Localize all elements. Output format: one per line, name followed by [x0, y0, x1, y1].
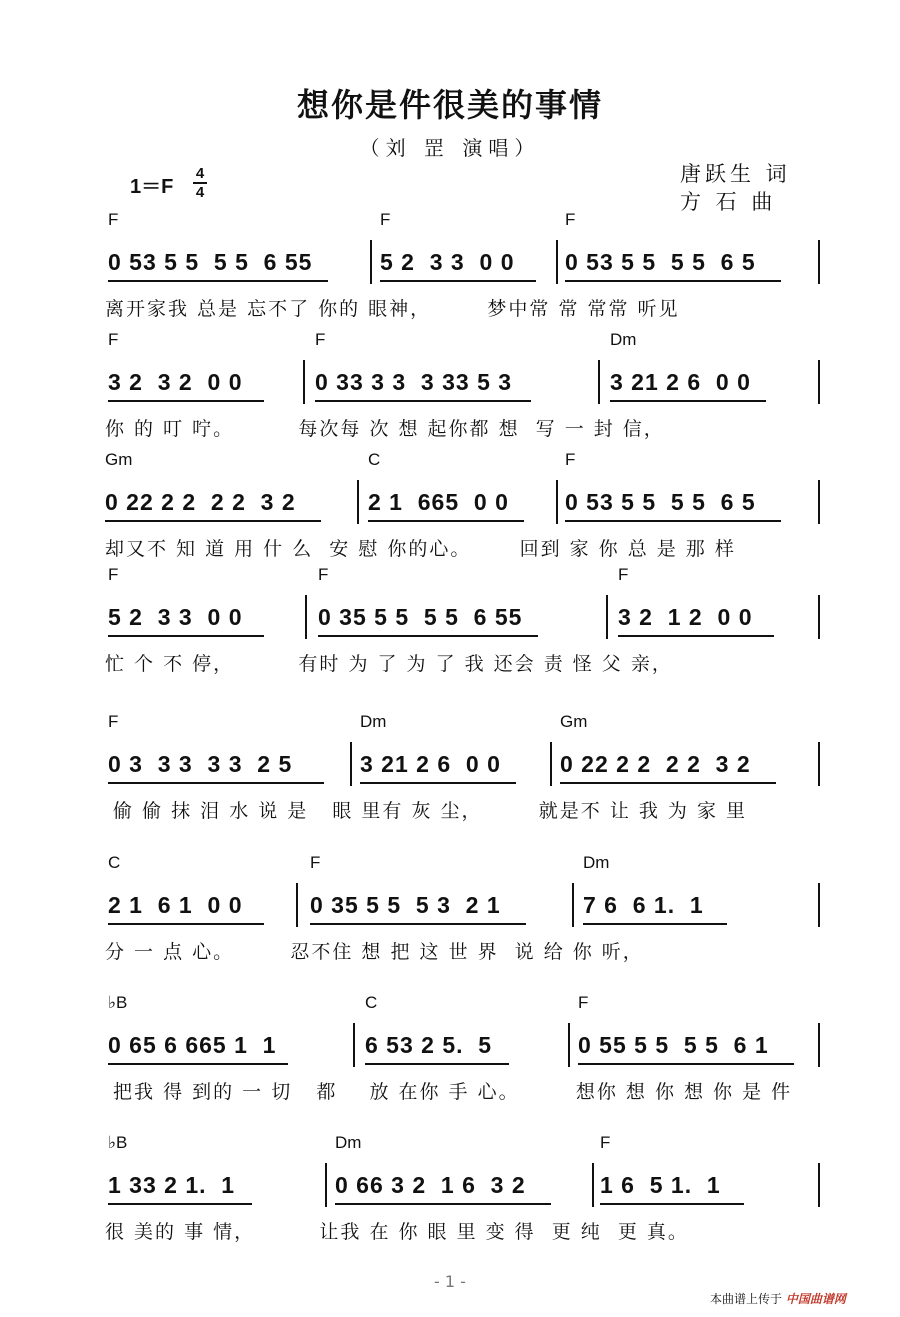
- chord-symbol: Dm: [583, 853, 610, 872]
- score-system: [0, 993, 900, 1123]
- measure-notes: 0 33 3 3 3 33 5 3: [315, 369, 513, 395]
- measure-notes: 0 35 5 5 5 5 6 55: [318, 604, 523, 630]
- measure-notes: 2 1 665 0 0: [368, 489, 509, 515]
- measure-notes: 0 65 6 665 1 1: [108, 1032, 277, 1058]
- beat-underline: [105, 520, 321, 522]
- barline: [370, 240, 372, 284]
- barline: [357, 480, 359, 524]
- measure-notes: 0 3 3 3 3 3 2 5: [108, 751, 293, 777]
- chord-symbol: F: [315, 330, 326, 349]
- barline: [818, 1163, 820, 1207]
- key-signature: 1＝F: [130, 176, 174, 198]
- beat-underline: [108, 923, 264, 925]
- beat-underline: [380, 280, 536, 282]
- score-system: [0, 853, 900, 983]
- chord-symbol: ♭B: [108, 993, 128, 1012]
- beat-underline: [318, 635, 538, 637]
- chord-symbol: C: [365, 993, 378, 1012]
- measure-notes: 0 22 2 2 2 2 3 2: [560, 751, 751, 777]
- lyric-line: 分 一 点 心。 忍不住 想 把 这 世 界 说 给 你 听，: [105, 941, 644, 963]
- measure-notes: 3 21 2 6 0 0: [610, 369, 751, 395]
- chord-symbol: F: [108, 330, 119, 349]
- beat-underline: [108, 1063, 288, 1065]
- barline: [550, 742, 552, 786]
- barline: [606, 595, 608, 639]
- chord-symbol: F: [565, 210, 576, 229]
- barline: [818, 742, 820, 786]
- chord-symbol: Dm: [360, 712, 387, 731]
- lyric-line: 你 的 叮 咛。 每次每 次 想 起你都 想 写 一 封 信，: [105, 418, 665, 440]
- barline: [303, 360, 305, 404]
- lyric-line: 却又不 知 道 用 什 么 安 慰 你的心。 回到 家 你 总 是 那 样: [105, 538, 736, 560]
- barline: [818, 1023, 820, 1067]
- lyric-line: 把我 得 到的 一 切 都 放 在你 手 心。 想你 想 你 想 你 是 件: [105, 1081, 793, 1103]
- beat-underline: [600, 1203, 744, 1205]
- chord-symbol: F: [600, 1133, 611, 1152]
- chord-symbol: F: [380, 210, 391, 229]
- lyric-line: 忙 个 不 停， 有时 为 了 为 了 我 还会 责 怪 父 亲，: [105, 653, 673, 675]
- measure-notes: 3 21 2 6 0 0: [360, 751, 501, 777]
- measure-notes: 0 53 5 5 5 5 6 5: [565, 489, 756, 515]
- measure-notes: 1 33 2 1. 1: [108, 1172, 236, 1198]
- barline: [556, 240, 558, 284]
- lyric-line: 离开家我 总是 忘不了 你的 眼神， 梦中常 常 常常 听见: [105, 298, 680, 320]
- chord-symbol: F: [318, 565, 329, 584]
- measure-notes: 0 55 5 5 5 5 6 1: [578, 1032, 769, 1058]
- measure-notes: 5 2 3 3 0 0: [108, 604, 243, 630]
- beat-underline: [560, 782, 776, 784]
- site-logo: 中国曲谱网: [785, 1292, 846, 1306]
- score-system: [0, 712, 900, 842]
- barline: [818, 480, 820, 524]
- barline: [572, 883, 574, 927]
- chord-symbol: F: [310, 853, 321, 872]
- lyricist-credit: 唐跃生 词: [680, 162, 791, 186]
- chord-symbol: F: [108, 210, 119, 229]
- beat-underline: [108, 1203, 252, 1205]
- barline: [305, 595, 307, 639]
- barline: [818, 883, 820, 927]
- measure-notes: 5 2 3 3 0 0: [380, 249, 515, 275]
- beat-underline: [108, 280, 328, 282]
- chord-symbol: C: [108, 853, 121, 872]
- chord-symbol: C: [368, 450, 381, 469]
- chord-symbol: ♭B: [108, 1133, 128, 1152]
- chord-symbol: F: [578, 993, 589, 1012]
- beat-underline: [618, 635, 774, 637]
- chord-symbol: F: [565, 450, 576, 469]
- beat-underline: [610, 400, 766, 402]
- performer-credit: （刘 罡 演唱）: [359, 136, 541, 160]
- composer-credit: 方 石 曲: [680, 190, 777, 214]
- measure-notes: 3 2 3 2 0 0: [108, 369, 243, 395]
- score-system: [0, 330, 900, 460]
- beat-underline: [365, 1063, 509, 1065]
- time-signature: [193, 166, 207, 200]
- chord-symbol: F: [108, 712, 119, 731]
- beat-underline: [565, 520, 781, 522]
- barline: [818, 595, 820, 639]
- barline: [818, 360, 820, 404]
- time-signature-bottom: 4: [195, 184, 205, 201]
- barline: [598, 360, 600, 404]
- time-signature-top: 4: [195, 165, 205, 182]
- measure-notes: 0 66 3 2 1 6 3 2: [335, 1172, 526, 1198]
- beat-underline: [578, 1063, 794, 1065]
- beat-underline: [108, 782, 324, 784]
- lyric-line: 偷 偷 抹 泪 水 说 是 眼 里有 灰 尘， 就是不 让 我 为 家 里: [105, 800, 747, 822]
- beat-underline: [583, 923, 727, 925]
- upload-note: [710, 1290, 846, 1307]
- beat-underline: [335, 1203, 551, 1205]
- measure-notes: 0 53 5 5 5 5 6 5: [565, 249, 756, 275]
- beat-underline: [108, 635, 264, 637]
- barline: [568, 1023, 570, 1067]
- score-system: [0, 1133, 900, 1263]
- chord-symbol: Dm: [335, 1133, 362, 1152]
- barline: [353, 1023, 355, 1067]
- chord-symbol: Gm: [105, 450, 133, 469]
- score-system: [0, 450, 900, 580]
- barline: [296, 883, 298, 927]
- measure-notes: 0 53 5 5 5 5 6 55: [108, 249, 313, 275]
- barline: [592, 1163, 594, 1207]
- chord-symbol: F: [618, 565, 629, 584]
- measure-notes: 3 2 1 2 0 0: [618, 604, 753, 630]
- beat-underline: [368, 520, 524, 522]
- measure-notes: 0 35 5 5 5 3 2 1: [310, 892, 501, 918]
- beat-underline: [315, 400, 531, 402]
- beat-underline: [108, 400, 264, 402]
- barline: [556, 480, 558, 524]
- barline: [350, 742, 352, 786]
- measure-notes: 6 53 2 5. 5: [365, 1032, 493, 1058]
- beat-underline: [360, 782, 516, 784]
- barline: [325, 1163, 327, 1207]
- measure-notes: 1 6 5 1. 1: [600, 1172, 721, 1198]
- measure-notes: 0 22 2 2 2 2 3 2: [105, 489, 296, 515]
- beat-underline: [565, 280, 781, 282]
- score-system: [0, 210, 900, 340]
- upload-label: 本曲谱上传于: [710, 1292, 783, 1306]
- chord-symbol: Dm: [610, 330, 637, 349]
- barline: [818, 240, 820, 284]
- page-number: - 1 -: [434, 1272, 466, 1291]
- song-title: 想你是件很美的事情: [296, 86, 603, 124]
- score-system: [0, 565, 900, 695]
- beat-underline: [310, 923, 526, 925]
- lyric-line: 很 美的 事 情， 让我 在 你 眼 里 变 得 更 纯 更 真。: [105, 1221, 689, 1243]
- measure-notes: 2 1 6 1 0 0: [108, 892, 243, 918]
- chord-symbol: F: [108, 565, 119, 584]
- measure-notes: 7 6 6 1. 1: [583, 892, 704, 918]
- chord-symbol: Gm: [560, 712, 588, 731]
